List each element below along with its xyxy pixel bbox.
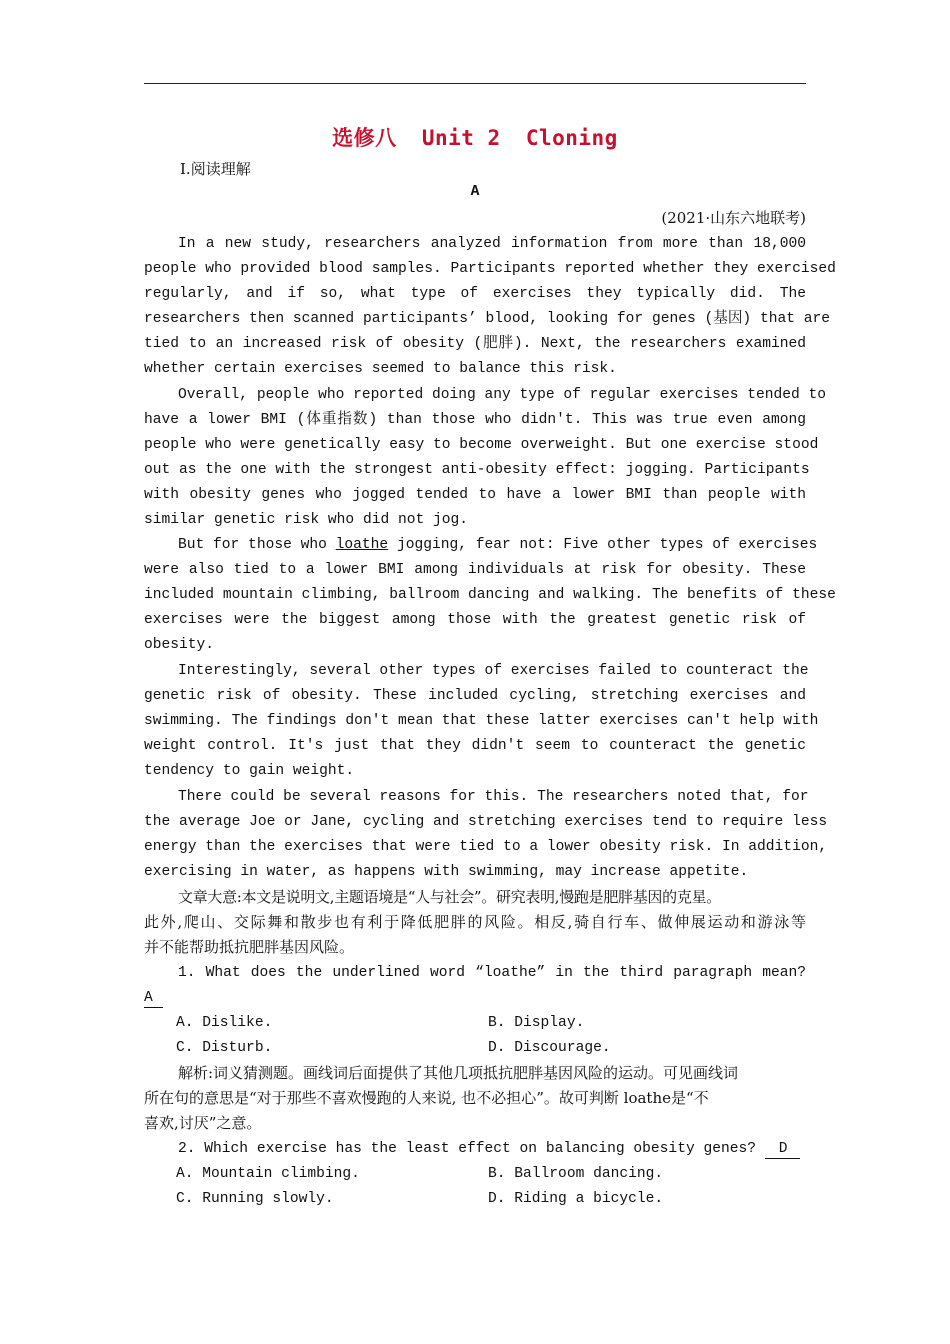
q2-option-d: D. Riding a bicycle.	[488, 1191, 664, 1207]
q1-answer-line	[144, 986, 806, 1011]
q1-options-row	[144, 1011, 806, 1036]
p5-line: the average Joe or Jane, cycling and stretching exercises tend to require less	[144, 814, 828, 830]
p3-line: were also tied to a lower BMI among individuals at risk for obesity. These	[144, 562, 806, 578]
title-module: 选修八	[332, 126, 397, 150]
q2-option-a: A. Mountain climbing.	[176, 1166, 360, 1182]
title-unit: Unit 2	[421, 126, 501, 150]
p3-line: included mountain climbing, ballroom dancing and walking. The benefits of these	[144, 587, 836, 603]
page-title	[0, 122, 950, 152]
title-topic: Cloning	[525, 126, 618, 150]
p4-line: Interestingly, several other types of exercises failed to counteract the	[178, 663, 809, 679]
p4-line: tendency to gain weight.	[144, 763, 355, 779]
summary-line: 并不能帮助抵抗肥胖基因风险。	[144, 938, 355, 956]
q1-option-d: D. Discourage.	[488, 1040, 611, 1056]
section-heading: Ⅰ.阅读理解	[180, 160, 251, 178]
p1-line: In a new study, researchers analyzed information from more than 18,000	[178, 236, 806, 252]
p3-line	[144, 533, 818, 558]
q1-option-b: B. Display.	[488, 1015, 585, 1031]
q1-analysis-line: 解析:词义猜测题。画线词后面提供了其他几项抵抗肥胖基因风险的运动。可见画线词	[178, 1064, 739, 1082]
p3-line: obesity.	[144, 637, 215, 653]
p2-line: similar genetic risk who did not jog.	[144, 512, 469, 528]
p3-text: But for those who	[178, 537, 336, 553]
passage-label: A	[470, 184, 480, 200]
q2-option-c: C. Running slowly.	[176, 1191, 334, 1207]
q1-option-c: C. Disturb.	[176, 1040, 273, 1056]
p1-line: regularly, and if so, what type of exercises they typically did. The	[144, 286, 806, 302]
p4-line: swimming. The findings don't mean that these latter exercises can't help with	[144, 713, 819, 729]
p1-line: tied to an increased risk of obesity (肥胖). Next, the researchers examined	[144, 336, 806, 352]
q2-option-b: B. Ballroom dancing.	[488, 1166, 664, 1182]
p2-line: people who were genetically easy to become overweight. But one exercise stood	[144, 437, 819, 453]
p4-line: genetic risk of obesity. These included cycling, stretching exercises and	[144, 688, 806, 704]
source-note: (2021·山东六地联考)	[661, 209, 806, 227]
p4-line: weight control. It's just that they didn't seem to counteract the genetic	[144, 738, 806, 754]
p1-line: whether certain exercises seemed to balance this risk.	[144, 361, 617, 377]
top-rule	[144, 83, 806, 84]
q2-options-row	[144, 1162, 806, 1187]
p3-line: exercises were the biggest among those with the greatest genetic risk of	[144, 612, 806, 628]
p1-line: people who provided blood samples. Participants reported whether they exercised	[144, 261, 836, 277]
q1-options-row	[144, 1036, 806, 1061]
q1-stem: 1. What does the underlined word “loathe” in the third paragraph mean?	[178, 965, 806, 981]
p2-line: have a lower BMI (体重指数) than those who didn't. This was true even among	[144, 412, 806, 428]
q1-answer: A	[144, 989, 163, 1008]
p2-line: Overall, people who reported doing any type of regular exercises tended to	[178, 387, 827, 403]
p3-text: jogging, fear not: Five other types of exercises	[388, 537, 818, 553]
q1-option-a: A. Dislike.	[176, 1015, 273, 1031]
q1-analysis-line: 所在句的意思是“对于那些不喜欢慢跑的人来说, 也不必担心”。故可判断 loathe是“不	[144, 1089, 709, 1107]
q2-answer: D	[765, 1140, 800, 1159]
p1-line: researchers then scanned participants’ blood, looking for genes (基因) that are	[144, 311, 831, 327]
p5-line: energy than the exercises that were tied to a lower obesity risk. In addition,	[144, 839, 828, 855]
summary-line: 文章大意:本文是说明文,主题语境是“人与社会”。研究表明,慢跑是肥胖基因的克星。	[178, 888, 721, 906]
q1-analysis-line: 喜欢,讨厌”之意。	[144, 1114, 262, 1132]
q2-stem: 2. Which exercise has the least effect on balancing obesity genes?	[178, 1141, 757, 1157]
summary-line: 此外,爬山、交际舞和散步也有利于降低肥胖的风险。相反,骑自行车、做伸展运动和游泳等	[144, 913, 806, 931]
q2-options-row	[144, 1187, 806, 1212]
underlined-word: loathe	[335, 537, 389, 553]
p2-line: with obesity genes who jogged tended to have a lower BMI than people with	[144, 487, 806, 503]
p2-line: out as the one with the strongest anti-obesity effect: jogging. Participants	[144, 462, 810, 478]
p5-line: There could be several reasons for this. The researchers noted that, for	[178, 789, 809, 805]
q2-stem-line	[144, 1137, 806, 1162]
p5-line: exercising in water, as happens with swimming, may increase appetite.	[144, 864, 749, 880]
